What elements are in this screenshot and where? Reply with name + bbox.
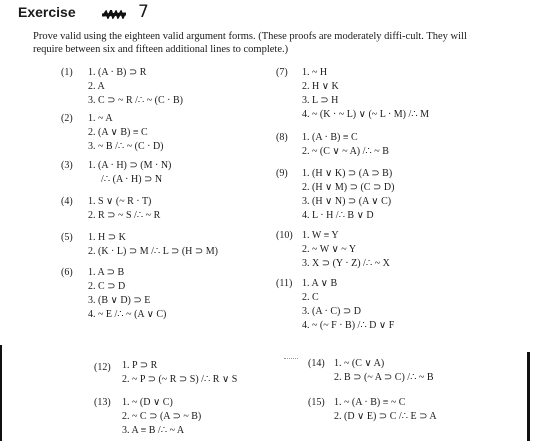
problem-label: (10): [276, 230, 293, 241]
premise-line: 2. (H ∨ M) ⊃ (C ⊃ D): [302, 182, 395, 193]
premise-line: 2. C: [302, 292, 319, 303]
premise-line: 1. (A · H) ⊃ (M · N): [88, 160, 172, 171]
premise-line: 3. L ⊃ H: [302, 95, 339, 106]
premise-line: 4. ~ (~ F · B) /∴ D ∨ F: [302, 320, 395, 331]
problem-label: (1): [61, 67, 73, 78]
scan-border-left: [0, 345, 2, 441]
premise-line: 2. ~ P ⊃ (~ R ⊃ S) /∴ R ∨ S: [122, 374, 238, 385]
problem-label: (8): [276, 132, 288, 143]
premise-line: 2. R ⊃ ~ S /∴ ~ R: [88, 210, 161, 221]
premise-line: 1. P ⊃ R: [122, 360, 158, 371]
premise-line: 1. S ∨ (~ R · T): [88, 196, 152, 207]
premise-line: 1. (A · B) ⊃ R: [88, 67, 147, 78]
premise-line: 3. (A · C) ⊃ D: [302, 306, 361, 317]
problem-label: (6): [61, 267, 73, 278]
premise-line: 2. H ∨ K: [302, 81, 339, 92]
problem-label: (14): [308, 358, 325, 369]
premise-line: 4. ~ E /∴ ~ (A ∨ C): [88, 309, 167, 320]
problem-label: (11): [276, 278, 293, 289]
scan-border-right: [527, 352, 530, 441]
premise-line: 1. ~ (A · B) ≡ ~ C: [334, 397, 406, 408]
instructions-text: Prove valid using the eighteen valid argument forms. (These proofs are moderately diffi-cult. They will require between six and fifteen additional lines to complete.): [33, 31, 467, 55]
problem-label: (4): [61, 196, 73, 207]
premise-line: 1. A ∨ B: [302, 278, 338, 289]
premise-line: 4. L · H /∴ B ∨ D: [302, 210, 374, 221]
problem-label: (2): [61, 113, 73, 124]
conclusion-line: /∴ (A · H) ⊃ N: [101, 174, 163, 185]
problem-label: (13): [94, 397, 111, 408]
premise-line: 1. ~ H: [302, 67, 328, 78]
premise-line: 3. A ≡ B /∴ ~ A: [122, 425, 185, 436]
premise-line: 2. A: [88, 81, 105, 92]
premise-line: 1. H ⊃ K: [88, 232, 126, 243]
premise-line: 1. (A · B) ≡ C: [302, 132, 358, 143]
premise-line: 2. (A ∨ B) ≡ C: [88, 127, 148, 138]
premise-line: 1. ~ A: [88, 113, 113, 124]
premise-line: 1. A ⊃ B: [88, 267, 125, 278]
problem-label: (5): [61, 232, 73, 243]
exercise-number: 7: [138, 2, 149, 22]
premise-line: 1. W ≡ Y: [302, 230, 339, 241]
problem-label: (12): [94, 362, 111, 373]
premise-line: 3. ~ B /∴ ~ (C · D): [88, 141, 164, 152]
premise-line: 2. ~ (C ∨ ~ A) /∴ ~ B: [302, 146, 389, 157]
premise-line: 2. ~ C ⊃ (A ⊃ ~ B): [122, 411, 202, 422]
premise-line: 2. (K · L) ⊃ M /∴ L ⊃ (H ⊃ M): [88, 246, 218, 257]
premise-line: 2. B ⊃ (~ A ⊃ C) /∴ ~ B: [334, 372, 434, 383]
problem-label: (9): [276, 168, 288, 179]
problem-label: (15): [308, 397, 325, 408]
premise-line: 2. C ⊃ D: [88, 281, 126, 292]
premise-line: 3. C ⊃ ~ R /∴ ~ (C · B): [88, 95, 184, 106]
premise-line: 1. (H ∨ K) ⊃ (A ⊃ B): [302, 168, 393, 179]
premise-line: 4. ~ (K · ~ L) ∨ (~ L · M) /∴ M: [302, 109, 430, 120]
premise-line: 1. ~ (C ∨ A): [334, 358, 385, 369]
premise-line: 3. X ⊃ (Y · Z) /∴ ~ X: [302, 258, 390, 269]
premise-line: 3. (H ∨ N) ⊃ (A ∨ C): [302, 196, 392, 207]
problem-label: (3): [61, 160, 73, 171]
premise-line: 1. ~ (D ∨ C): [122, 397, 173, 408]
exercise-title: Exercise: [18, 4, 76, 20]
exercise-header: [18, 4, 218, 26]
premise-line: 3. (B ∨ D) ⊃ E: [88, 295, 151, 306]
faint-mark: [284, 358, 298, 360]
problem-label: (7): [276, 67, 288, 78]
premise-line: 2. ~ W ∨ ~ Y: [302, 244, 357, 255]
handwritten-scribble-icon: [102, 10, 126, 19]
premise-line: 2. (D ∨ E) ⊃ C /∴ E ⊃ A: [334, 411, 437, 422]
